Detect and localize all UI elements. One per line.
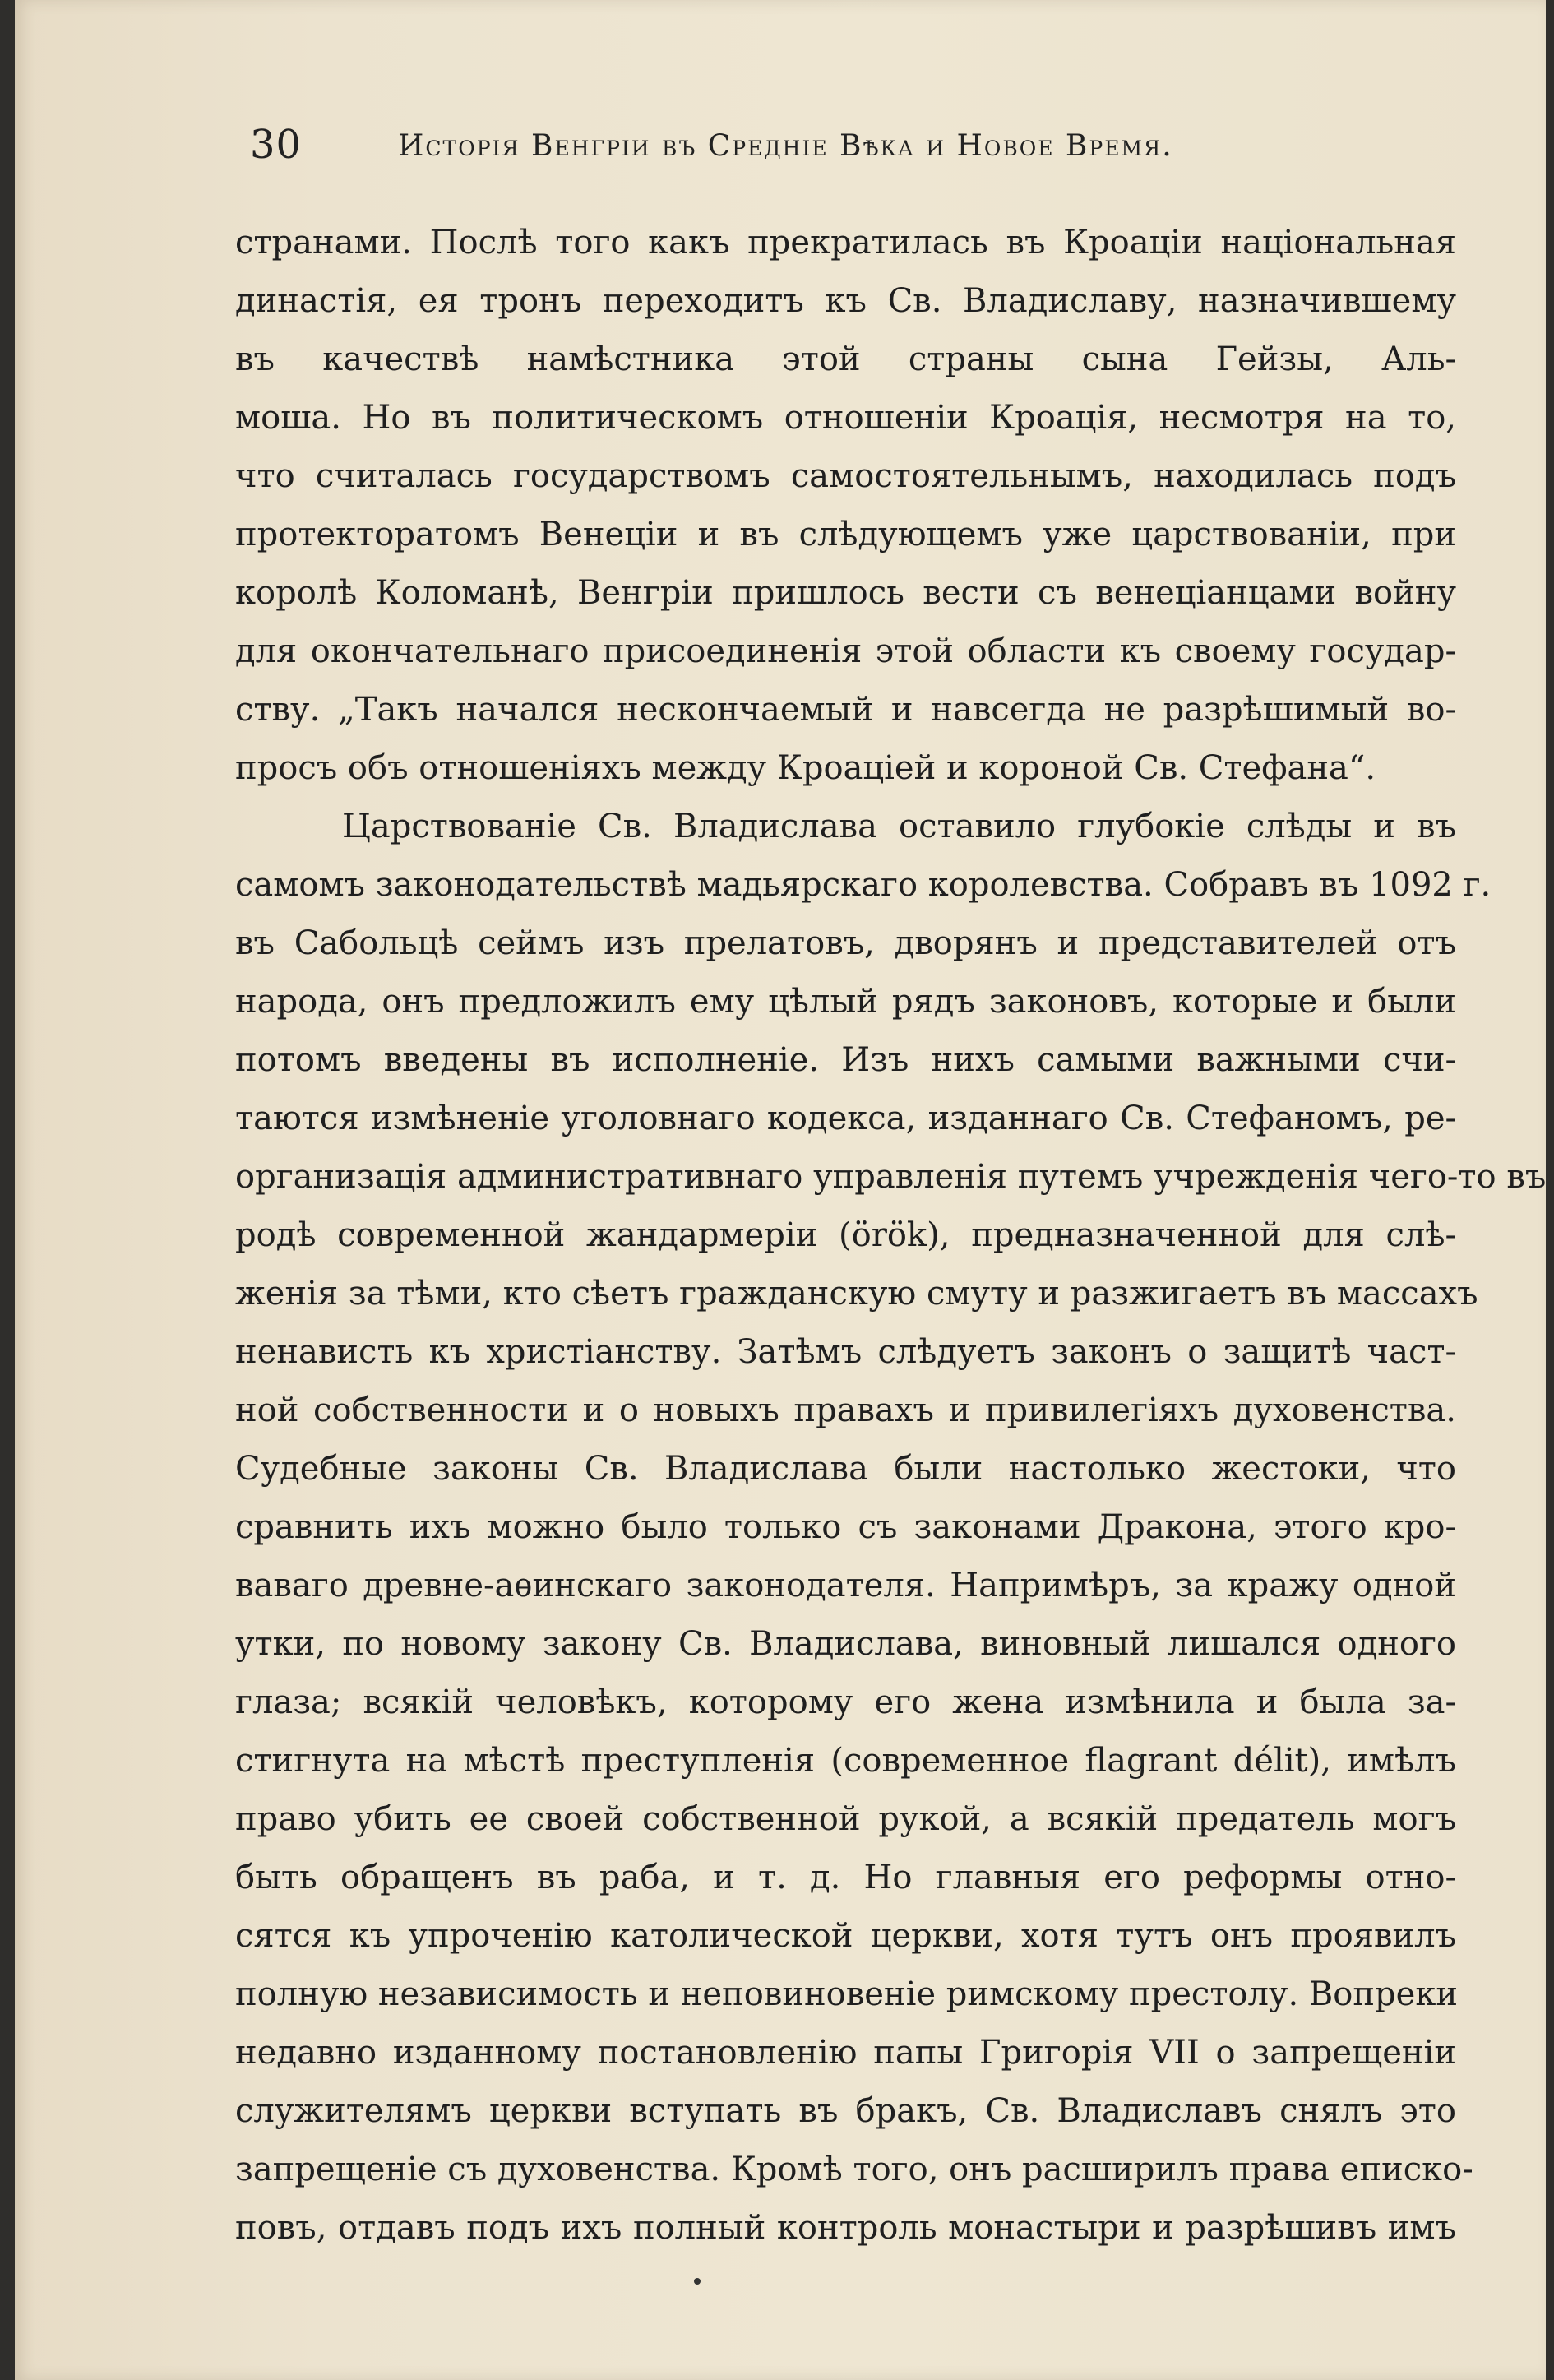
text-line: таются измѣненіе уголовнаго кодекса, изданнаго Св. Стефаномъ, ре- (235, 1100, 1456, 1137)
paragraph-2 (235, 798, 1547, 2257)
running-head (250, 122, 1352, 171)
text-line: что считалась государствомъ самостоятельнымъ, находилась подъ (235, 457, 1456, 495)
text-line: въ Сабольцѣ сеймъ изъ прелатовъ, дворянъ и представителей отъ (235, 924, 1456, 962)
paragraph-1 (235, 214, 1456, 798)
page-number: 30 (250, 122, 303, 168)
text-line: Царствованіе Св. Владислава оставило глубокіе слѣды и въ (342, 808, 1456, 845)
text-line: право убить ее своей собственной рукой, а всякій предатель могъ (235, 1800, 1456, 1838)
text-line: ненависть къ христіанству. Затѣмъ слѣдуетъ законъ о защитѣ част- (235, 1333, 1456, 1371)
text-line: стигнута на мѣстѣ преступленія (современное flagrant délit), имѣлъ (235, 1742, 1456, 1780)
text-line: запрещеніе съ духовенства. Кромѣ того, онъ расширилъ права еписко- (235, 2151, 1473, 2188)
text-line: моша. Но въ политическомъ отношеніи Кроація, несмотря на то, (235, 399, 1456, 437)
text-line: полную независимость и неповиновеніе римскому престолу. Вопреки (235, 1975, 1458, 2013)
text-line: въ качествѣ намѣстника этой страны сына Гейзы, Аль- (235, 340, 1456, 378)
text-line: самомъ законодательствѣ мадьярскаго королевства. Собравъ въ 1092 г. (235, 866, 1492, 904)
text-line: ной собственности и о новыхъ правахъ и привилегіяхъ духовенства. (235, 1391, 1456, 1429)
text-line: династія, ея тронъ переходитъ къ Св. Владиславу, назначившему (235, 282, 1456, 320)
text-line: утки, по новому закону Св. Владислава, виновный лишался одного (235, 1625, 1456, 1663)
text-line: глаза; всякій человѣкъ, которому его жена измѣнила и была за- (235, 1683, 1456, 1721)
text-line: народа, онъ предложилъ ему цѣлый рядъ законовъ, которые и были (235, 983, 1456, 1021)
book-page (15, 0, 1546, 2380)
text-line: повъ, отдавъ подъ ихъ полный контроль монастыри и разрѣшивъ имъ (235, 2209, 1456, 2247)
text-line: королѣ Коломанѣ, Венгріи пришлось вести съ венеціанцами войну (235, 574, 1456, 612)
text-line: организація административнаго управленія путемъ учрежденія чего-то въ (235, 1158, 1547, 1196)
body-text (235, 214, 1547, 2257)
text-line: ству. „Такъ начался нескончаемый и навсегда не разрѣшимый во- (235, 691, 1456, 729)
text-line: служителямъ церкви вступать въ бракъ, Св. Владиславъ снялъ это (235, 2092, 1456, 2130)
running-title: Исторія Венгріи въ Средніе Вѣка и Новое Время. (398, 129, 1173, 163)
page-mark-dot (694, 2278, 701, 2285)
text-line: странами. Послѣ того какъ прекратилась въ Кроаціи національная (235, 224, 1456, 262)
text-line: потомъ введены въ исполненіе. Изъ нихъ самыми важными счи- (235, 1041, 1456, 1079)
text-line: ваваго древне-аѳинскаго законодателя. Напримѣръ, за кражу одной (235, 1567, 1456, 1604)
text-line: женія за тѣми, кто сѣетъ гражданскую смуту и разжигаетъ въ массахъ (235, 1275, 1478, 1313)
text-line: просъ объ отношеніяхъ между Кроаціей и короной Св. Стефана“. (235, 749, 1376, 787)
text-line: недавно изданному постановленію папы Григорія VII о запрещеніи (235, 2034, 1456, 2072)
text-line: Судебные законы Св. Владислава были настолько жестоки, что (235, 1450, 1456, 1488)
text-line: сятся къ упроченію католической церкви, хотя тутъ онъ проявилъ (235, 1917, 1456, 1955)
text-line: родѣ современной жандармеріи (örök), предназначенной для слѣ- (235, 1216, 1456, 1254)
text-line: протекторатомъ Венеціи и въ слѣдующемъ уже царствованіи, при (235, 516, 1456, 553)
text-line: для окончательнаго присоединенія этой области къ своему государ- (235, 632, 1456, 670)
text-line: сравнить ихъ можно было только съ законами Дракона, этого кро- (235, 1508, 1456, 1546)
text-line: быть обращенъ въ раба, и т. д. Но главныя его реформы отно- (235, 1859, 1456, 1896)
